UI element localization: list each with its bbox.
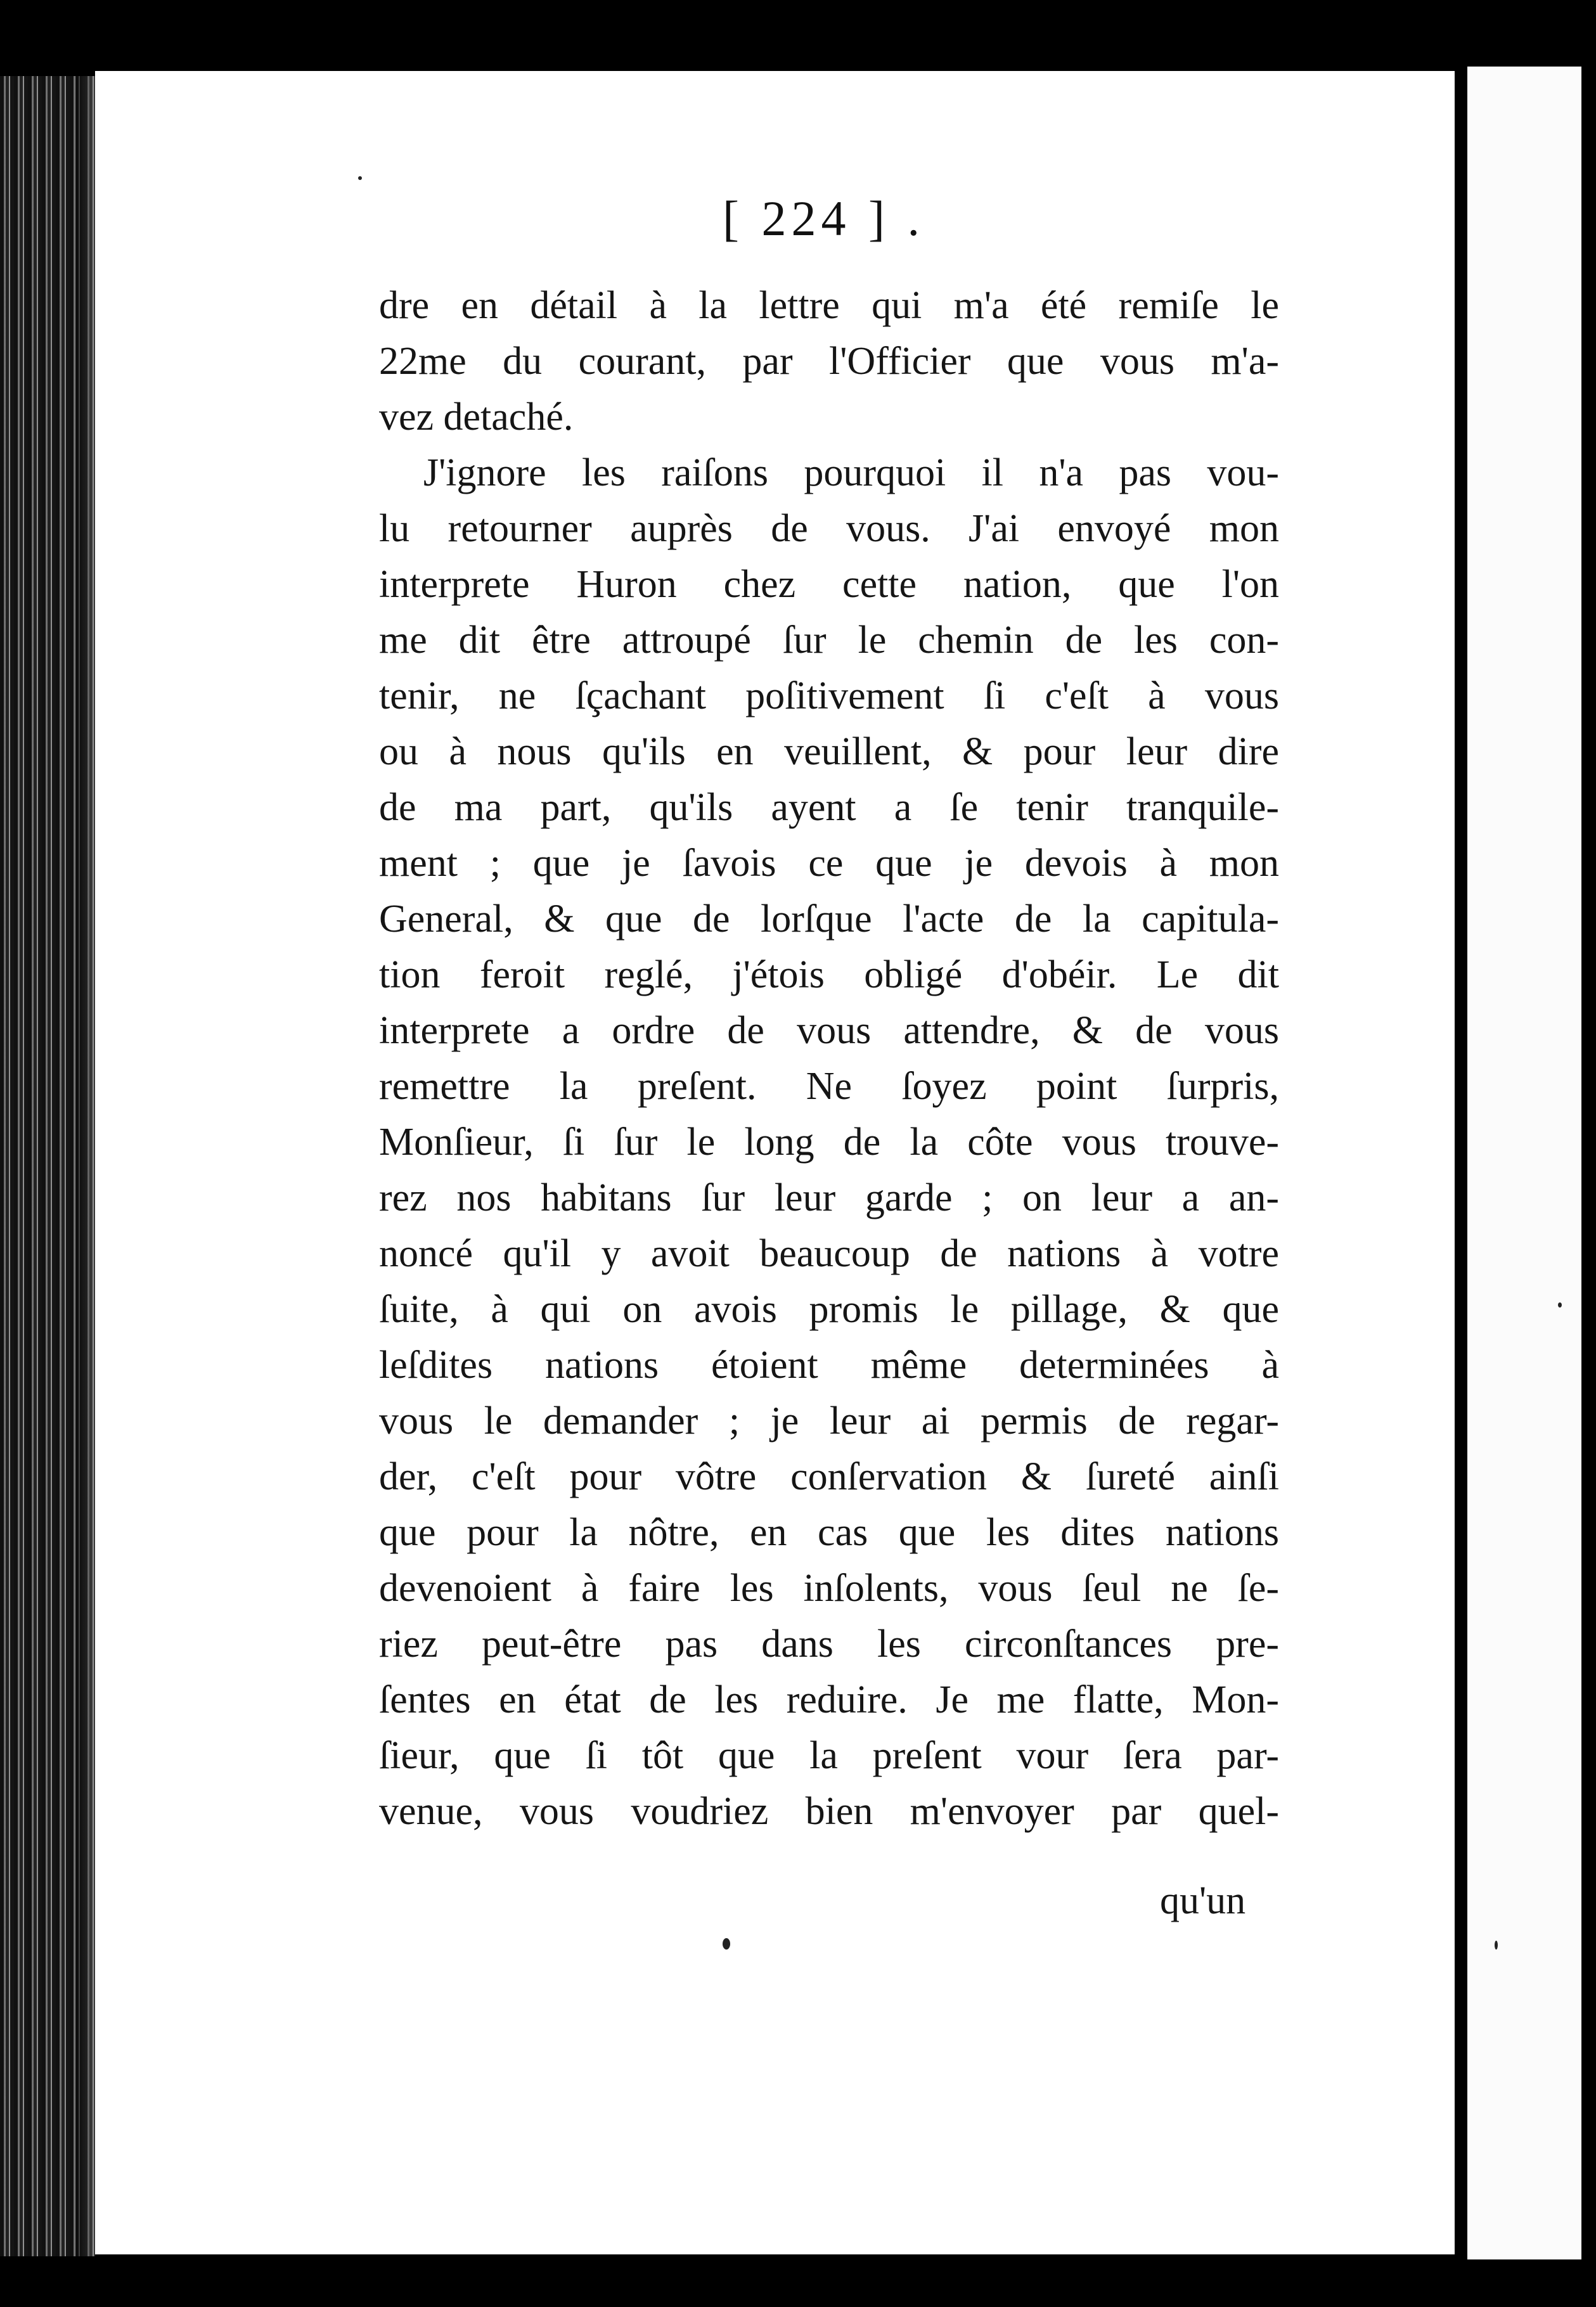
text-line: riez peut-être pas dans les circonſtances pre- (379, 1623, 1279, 1666)
text-line: ſuite, à qui on avois promis le pillage, & que (379, 1288, 1279, 1331)
ink-speck (723, 1938, 730, 1950)
book-spine (0, 76, 95, 2256)
text-line: ſieur, que ſi tôt que la preſent vour ſera par- (379, 1734, 1279, 1777)
text-line: interprete a ordre de vous attendre, & de vous (379, 1009, 1279, 1052)
text-line: ment ; que je ſavois ce que je devois à mon (379, 842, 1279, 885)
text-line: venue, vous voudriez bien m'envoyer par quel- (379, 1790, 1279, 1833)
text-line: vez detaché. (379, 395, 574, 439)
catchword: qu'un (1160, 1879, 1246, 1922)
text-line: noncé qu'il y avoit beaucoup de nations à votre (379, 1232, 1279, 1275)
page-number-header: [ 224 ] . (723, 191, 925, 246)
text-line: devenoient à faire les inſolents, vous ſeul ne ſe- (379, 1567, 1279, 1610)
text-line: tenir, ne ſçachant poſitivement ſi c'eſt à vous (379, 674, 1279, 717)
ink-speck (1558, 1302, 1562, 1308)
text-line: General, & que de lorſque l'acte de la capitula- (379, 897, 1279, 941)
text-line: tion feroit reglé, j'étois obligé d'obéir. Le dit (379, 953, 1279, 996)
text-line: remettre la preſent. Ne ſoyez point ſurpris, (379, 1065, 1279, 1108)
text-line: der, c'eſt pour vôtre conſervation & ſureté ainſi (379, 1455, 1279, 1498)
text-line: dre en détail à la lettre qui m'a été remiſe le (379, 284, 1279, 327)
text-line: interprete Huron chez cette nation, que l'on (379, 563, 1279, 606)
text-line: Monſieur, ſi ſur le long de la côte vous trouve- (379, 1121, 1279, 1164)
ink-speck (1495, 1941, 1498, 1950)
text-line: ſentes en état de les reduire. Je me flatte, Mon- (379, 1678, 1279, 1721)
text-line: lu retourner auprès de vous. J'ai envoyé mon (379, 507, 1279, 550)
ink-speck (358, 176, 362, 180)
text-line: me dit être attroupé ſur le chemin de les con- (379, 619, 1279, 662)
text-line: ou à nous qu'ils en veuillent, & pour leur dire (379, 730, 1279, 773)
facing-page-strip (1467, 67, 1581, 2259)
page-gutter-edge (1455, 57, 1467, 2263)
text-line: rez nos habitans ſur leur garde ; on leur a an- (379, 1176, 1279, 1219)
text-line: de ma part, qu'ils ayent a ſe tenir tranquile- (379, 786, 1279, 829)
body-text (379, 278, 1279, 1839)
text-line: que pour la nôtre, en cas que les dites nations (379, 1511, 1279, 1554)
text-line: vous le demander ; je leur ai permis de regar- (379, 1399, 1279, 1443)
text-line: leſdites nations étoient même determinées à (379, 1344, 1279, 1387)
text-line: 22me du courant, par l'Officier que vous m'a- (379, 340, 1279, 383)
text-line: J'ignore les raiſons pourquoi il n'a pas vou- (423, 451, 1279, 494)
